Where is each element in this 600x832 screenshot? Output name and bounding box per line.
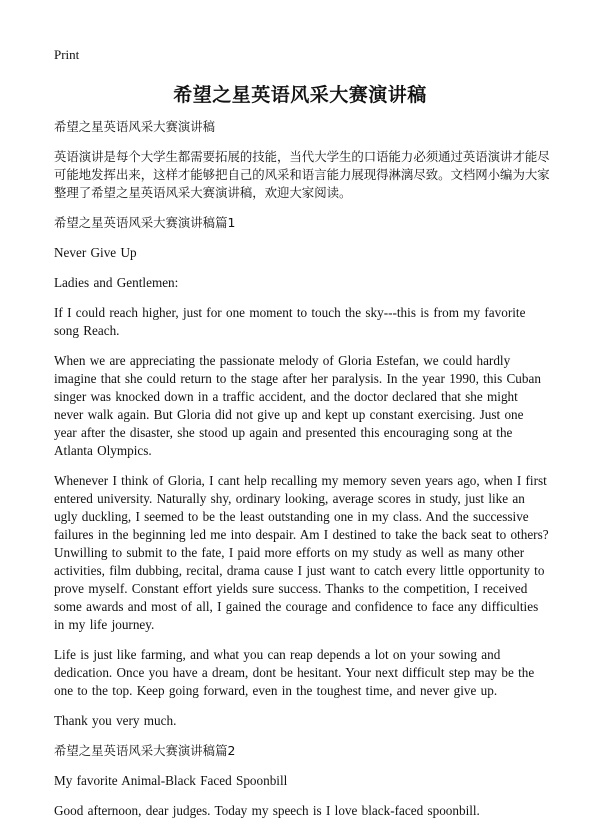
article-body (54, 118, 550, 832)
article-subtitle: 希望之星英语风采大赛演讲稿 (54, 119, 216, 134)
speech2-paragraph-1: Good afternoon, dear judges. Today my speech is I love black-faced spoonbill. (54, 803, 480, 818)
speech1-paragraph-2: When we are appreciating the passionate melody of Gloria Estefan, we could hardly imagine that she could return to the stage after her paralysis. In the year 1990, this Cuban singer was knocked down in a traffic accident, and the doctor declared that she might never walk again. But Gloria did not give up and kept up constant exercising. Just one year after the disaster, she stood up again and presented this encouraging song at the Atlanta Olympics. (54, 353, 541, 458)
speech1-closing: Thank you very much. (54, 713, 177, 728)
speech2-title: My favorite Animal-Black Faced Spoonbill (54, 773, 288, 788)
intro-paragraph: 英语演讲是每个大学生都需要拓展的技能，当代大学生的口语能力必须通过英语演讲才能尽可能地发挥出来，这样才能够把自己的风采和语言能力展现得淋漓尽致。文档网小编为大家整理了希望之星英语风采大赛演讲稿，欢迎大家阅读。 (54, 149, 550, 200)
page-title: 希望之星英语风采大赛演讲稿 (173, 84, 427, 106)
speech1-paragraph-1: If I could reach higher, just for one moment to touch the sky---this is from my favorite song Reach. (54, 305, 526, 338)
speech1-paragraph-3: Whenever I think of Gloria, I cant help recalling my memory seven years ago, when I first entered university. Naturally shy, ordinary looking, average scores in study, just like an ugly duckling, I seemed to be the least outstanding one in my class. And the successive failures in the beginning led me into despair. Am I destined to take the back seat to others? Unwilling to submit to the fate, I paid more efforts on my study as well as many other activities, film dubbing, recital, drama cause I just want to catch every little opportunity to prove myself. Constant effort yields sure success. Thanks to the competition, I received some awards and most of all, I gained the courage and confidence to face any difficulties in my life journey. (54, 473, 549, 632)
print-link[interactable]: Print (54, 47, 80, 62)
speech1-title: Never Give Up (54, 245, 137, 260)
speech1-paragraph-4: Life is just like farming, and what you can reap depends a lot on your sowing and dedication. Once you have a dream, dont be hesitant. Your next difficult step may be the one to the top. Keep going forward, even in the toughest time, and never give up. (54, 647, 535, 698)
speech1-greeting: Ladies and Gentlemen: (54, 275, 179, 290)
section-heading-2: 希望之星英语风采大赛演讲稿篇2 (54, 743, 236, 758)
section-heading-1: 希望之星英语风采大赛演讲稿篇1 (54, 215, 236, 230)
